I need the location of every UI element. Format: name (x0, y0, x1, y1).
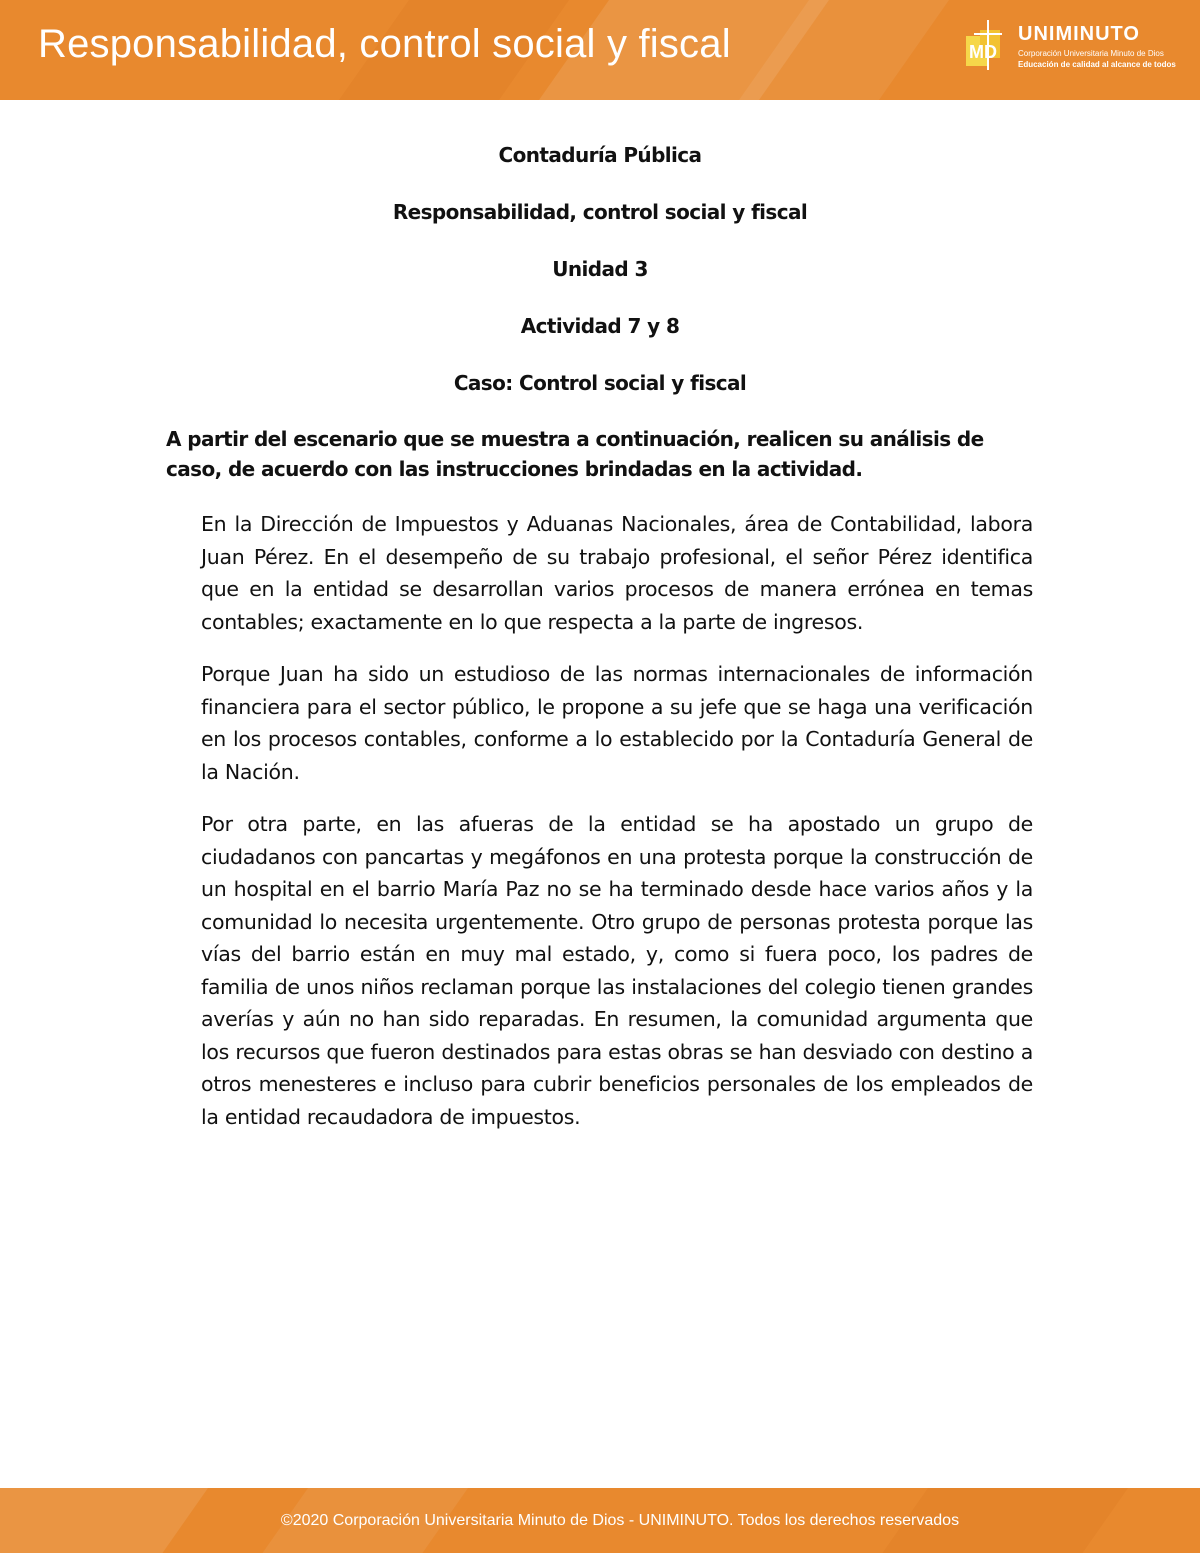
case-paragraph-2: Porque Juan ha sido un estudioso de las normas internacionales de información financiera para el sector público, le propone a su jefe que se haga una verificación en los procesos contables, conforme a lo establecido por la Contaduría General de la Nación. (201, 662, 1033, 784)
instructions-text: A partir del escenario que se muestra a continuación, realicen su análisis de caso, de acuerdo con las instrucciones brindadas en la actividad. (166, 427, 984, 481)
heading-program: Contaduría Pública (498, 143, 702, 167)
logo-tagline-1: Corporación Universitaria Minuto de Dios (1018, 49, 1164, 58)
case-paragraph-1: En la Dirección de Impuestos y Aduanas Nacionales, área de Contabilidad, labora Juan Pérez. En el desempeño de su trabajo profesional, el señor Pérez identifica que en la entidad se desarrollan varios procesos de manera errónea en temas contables; exactamente en lo que respecta a la parte de ingresos. (201, 512, 1033, 634)
logo-wordmark: UNIMINUTO (1018, 23, 1140, 45)
svg-text:MD: MD (969, 42, 997, 62)
header-banner (0, 0, 1200, 100)
heading-activity: Actividad 7 y 8 (520, 314, 680, 338)
header-title: Responsabilidad, control social y fiscal (38, 22, 731, 66)
copyright-text: ©2020 Corporación Universitaria Minuto de Dios - UNIMINUTO. Todos los derechos reservados (280, 1512, 960, 1529)
heading-unit: Unidad 3 (552, 257, 648, 281)
heading-course: Responsabilidad, control social y fiscal (392, 200, 808, 224)
uniminuto-logo (962, 20, 1176, 70)
footer-banner (0, 1488, 1200, 1553)
logo-tagline-2: Educación de calidad al alcance de todos (1018, 60, 1176, 69)
heading-case: Caso: Control social y fiscal (453, 371, 747, 395)
case-paragraph-3: Por otra parte, en las afueras de la entidad se ha apostado un grupo de ciudadanos con pancartas y megáfonos en una protesta porque la construcción de un hospital en el barrio María Paz no se ha terminado desde hace varios años y la comunidad lo necesita urgentemente. Otro grupo de personas protesta porque las vías del barrio están en muy mal estado, y, como si fuera poco, los padres de familia de unos niños reclaman porque las instalaciones del colegio tienen grandes averías y aún no han sido reparadas. En resumen, la comunidad argumenta que los recursos que fueron destinados para estas obras se han desviado con destino a otros menesteres e incluso para cubrir beneficios personales de los empleados de la entidad recaudadora de impuestos. (201, 812, 1033, 1129)
uniminuto-logo-icon (962, 20, 1006, 70)
